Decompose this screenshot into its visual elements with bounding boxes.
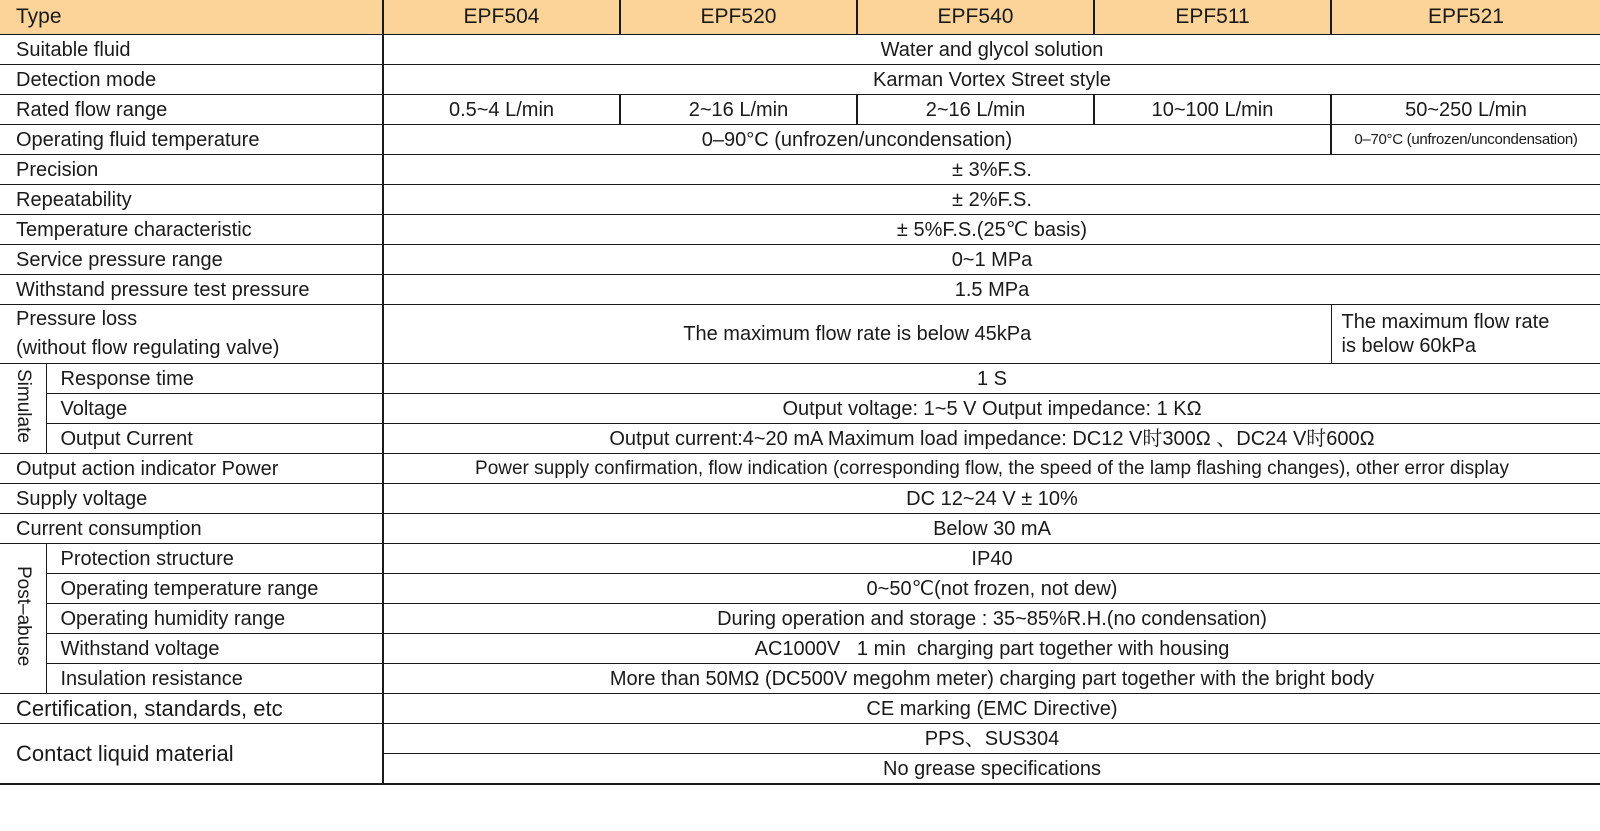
row-suitable-fluid — [0, 35, 1600, 65]
row-value: More than 50MΩ (DC500V megohm meter) charging part together with the bright body — [383, 664, 1600, 694]
row-value: Output voltage: 1~5 V Output impedance: 1 KΩ — [383, 394, 1600, 424]
flow-epf540: 2~16 L/min — [857, 95, 1094, 125]
header-row — [0, 0, 1600, 35]
model-epf511: EPF511 — [1094, 0, 1331, 35]
row-insulation-resistance — [0, 664, 1600, 694]
row-withstand-pressure-test — [0, 275, 1600, 305]
row-label: Protection structure — [46, 544, 383, 574]
row-label: Withstand pressure test pressure — [0, 275, 383, 305]
row-label: Precision — [0, 155, 383, 185]
row-value: ± 5%F.S.(25℃ basis) — [383, 215, 1600, 245]
row-value: The maximum flow rate is below 45kPa — [383, 305, 1331, 364]
model-epf504: EPF504 — [383, 0, 620, 35]
row-label: Service pressure range — [0, 245, 383, 275]
row-value: 0~50℃(not frozen, not dew) — [383, 574, 1600, 604]
row-pressure-loss — [0, 305, 1600, 364]
row-value: Water and glycol solution — [383, 35, 1600, 65]
row-detection-mode — [0, 65, 1600, 95]
row-label: Certification, standards, etc — [0, 694, 383, 724]
row-withstand-voltage — [0, 634, 1600, 664]
row-value: AC1000V 1 min charging part together with housing — [383, 634, 1600, 664]
flow-epf520: 2~16 L/min — [620, 95, 857, 125]
row-temperature-characteristic — [0, 215, 1600, 245]
row-value: 1 S — [383, 364, 1600, 394]
row-label: Contact liquid material — [0, 724, 383, 785]
row-label: Current consumption — [0, 514, 383, 544]
row-value: Below 30 mA — [383, 514, 1600, 544]
row-label: Repeatability — [0, 185, 383, 215]
pressure-loss-epf521-line2: is below 60kPa — [1341, 335, 1477, 357]
simulate-group-label: Simulate — [0, 364, 46, 454]
row-value-line1: PPS、SUS304 — [383, 724, 1600, 754]
type-label: Type — [0, 0, 383, 35]
row-protection-structure — [0, 544, 1600, 574]
pressure-loss-epf521-line1: The maximum flow rate — [1341, 311, 1550, 333]
row-value-epf521: 0–70°C (unfrozen/uncondensation) — [1331, 125, 1600, 155]
model-epf520: EPF520 — [620, 0, 857, 35]
row-label: Voltage — [46, 394, 383, 424]
row-label: Suitable fluid — [0, 35, 383, 65]
row-value-line2: No grease specifications — [383, 754, 1600, 785]
row-value: Karman Vortex Street style — [383, 65, 1600, 95]
row-value: ± 2%F.S. — [383, 185, 1600, 215]
row-supply-voltage — [0, 484, 1600, 514]
row-label: Detection mode — [0, 65, 383, 95]
flow-epf504: 0.5~4 L/min — [383, 95, 620, 125]
row-value: ± 3%F.S. — [383, 155, 1600, 185]
row-output-current — [0, 424, 1600, 454]
row-label: Withstand voltage — [46, 634, 383, 664]
row-label: Insulation resistance — [46, 664, 383, 694]
row-value: DC 12~24 V ± 10% — [383, 484, 1600, 514]
row-value: IP40 — [383, 544, 1600, 574]
row-value-epf521 — [1331, 305, 1600, 364]
row-repeatability — [0, 185, 1600, 215]
row-operating-fluid-temperature — [0, 125, 1600, 155]
row-response-time — [0, 364, 1600, 394]
row-label: Supply voltage — [0, 484, 383, 514]
row-label: Rated flow range — [0, 95, 383, 125]
row-label: Operating humidity range — [46, 604, 383, 634]
row-label: Output action indicator Power — [0, 454, 383, 484]
row-label: Temperature characteristic — [0, 215, 383, 245]
row-value: 1.5 MPa — [383, 275, 1600, 305]
row-label: Operating fluid temperature — [0, 125, 383, 155]
row-rated-flow-range — [0, 95, 1600, 125]
row-label — [0, 305, 383, 364]
row-value: During operation and storage : 35~85%R.H.(no condensation) — [383, 604, 1600, 634]
row-label: Response time — [46, 364, 383, 394]
row-precision — [0, 155, 1600, 185]
row-voltage — [0, 394, 1600, 424]
row-label: Output Current — [46, 424, 383, 454]
flow-epf521: 50~250 L/min — [1331, 95, 1600, 125]
post-abuse-group-label: Post–abuse — [0, 544, 46, 694]
row-value: 0~1 MPa — [383, 245, 1600, 275]
row-value: CE marking (EMC Directive) — [383, 694, 1600, 724]
row-service-pressure-range — [0, 245, 1600, 275]
flow-epf511: 10~100 L/min — [1094, 95, 1331, 125]
row-operating-humidity-range — [0, 604, 1600, 634]
pressure-loss-label-line1: Pressure loss — [16, 308, 138, 330]
row-output-action-indicator — [0, 454, 1600, 484]
model-epf521: EPF521 — [1331, 0, 1600, 35]
pressure-loss-label-line2: (without flow regulating valve) — [16, 337, 280, 359]
row-value: Output current:4~20 mA Maximum load impedance: DC12 V时300Ω 、DC24 V时600Ω — [383, 424, 1600, 454]
row-value: 0–90°C (unfrozen/uncondensation) — [383, 125, 1331, 155]
row-certification — [0, 694, 1600, 724]
row-value: Power supply confirmation, flow indication (corresponding flow, the speed of the lamp flashing changes), other error display — [383, 454, 1600, 484]
row-operating-temperature-range — [0, 574, 1600, 604]
row-current-consumption — [0, 514, 1600, 544]
model-epf540: EPF540 — [857, 0, 1094, 35]
row-contact-liquid-material — [0, 724, 1600, 754]
row-label: Operating temperature range — [46, 574, 383, 604]
